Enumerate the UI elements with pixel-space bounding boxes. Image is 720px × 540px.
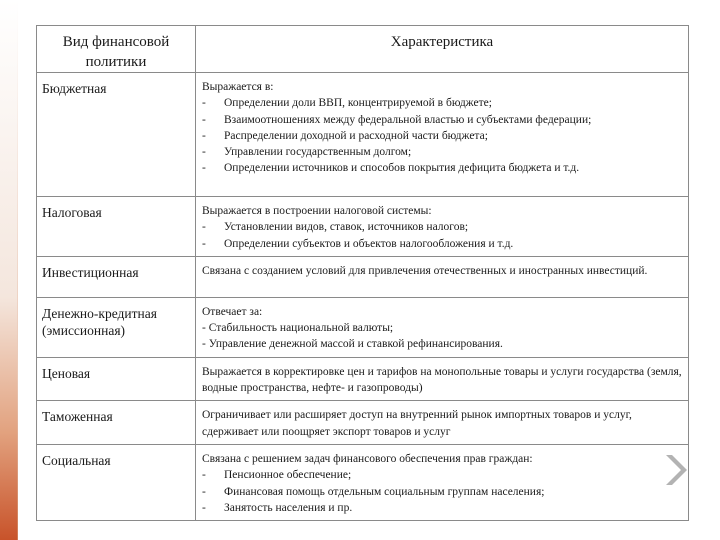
decorative-left-strip	[0, 0, 17, 540]
table-row	[37, 401, 689, 445]
policy-description-cell	[196, 444, 689, 520]
chevron-right-icon[interactable]	[662, 452, 688, 488]
policy-description-cell	[196, 197, 689, 257]
list-item: - Управление денежной массой и ставкой рефинансирования.	[202, 338, 503, 351]
list-item: - Определении субъектов и объектов налогообложения и т.д.	[202, 237, 514, 250]
list-item: - Пенсионное обеспечение;	[202, 469, 352, 482]
table-row	[37, 197, 689, 257]
list-item: - Определении доли ВВП, концентрируемой в бюджете;	[202, 97, 492, 110]
description-text: Связана с созданием условий для привлечения отечественных и иностранных инвестиций.	[202, 264, 648, 277]
list-item: - Стабильность национальной валюты;	[202, 322, 394, 335]
description-text: Выражается в корректировке цен и тарифов на монопольные товары и услуги государства (земля, водные пространства, нефте- и газопроводы)	[202, 365, 682, 395]
policy-type-cell: Таможенная	[37, 401, 196, 445]
table-header-row	[37, 26, 689, 73]
policy-description-cell	[196, 73, 689, 197]
description-intro: Выражается в построении налоговой системы:	[202, 205, 432, 217]
list-item: - Распределении доходной и расходной части бюджета;	[202, 129, 488, 142]
policy-type-cell: Социальная	[37, 444, 196, 520]
table-row	[37, 357, 689, 401]
policy-description-cell	[196, 297, 689, 357]
list-item: - Установлении видов, ставок, источников налогов;	[202, 221, 469, 234]
table-row	[37, 297, 689, 357]
list-item: - Управлении государственным долгом;	[202, 146, 412, 159]
table-row	[37, 73, 689, 197]
policy-type-cell: Налоговая	[37, 197, 196, 257]
policy-type-cell: Бюджетная	[37, 73, 196, 197]
table-row	[37, 256, 689, 297]
description-intro: Выражается в:	[202, 81, 274, 93]
table-row	[37, 444, 689, 520]
list-item: - Определении источников и способов покрытия дефицита бюджета и т.д.	[202, 162, 580, 175]
policy-description-cell	[196, 357, 689, 401]
list-item: - Занятость населения и пр.	[202, 501, 353, 514]
financial-policy-table	[36, 25, 689, 521]
description-text: Ограничивает или расширяет доступ на внутренний рынок импортных товаров и услуг, сдерживает или поощряет экспорт товаров и услуг	[202, 409, 632, 438]
header-policy-type: Вид финансовой политики	[37, 26, 196, 73]
decorative-left-line	[17, 0, 18, 540]
description-intro: Отвечает за:	[202, 305, 263, 318]
list-item: - Взаимоотношениях между федеральной властью и субъектами федерации;	[202, 113, 592, 126]
description-intro: Связана с решением задач финансового обеспечения прав граждан:	[202, 452, 533, 465]
policy-description-cell	[196, 401, 689, 445]
policy-type-cell: Инвестиционная	[37, 256, 196, 297]
list-item: - Финансовая помощь отдельным социальным группам населения;	[202, 485, 545, 498]
policy-type-cell: Ценовая	[37, 357, 196, 401]
header-characteristic: Характеристика	[196, 26, 689, 73]
policy-type-cell: Денежно-кредитная (эмиссионная)	[37, 297, 196, 357]
policy-description-cell	[196, 256, 689, 297]
